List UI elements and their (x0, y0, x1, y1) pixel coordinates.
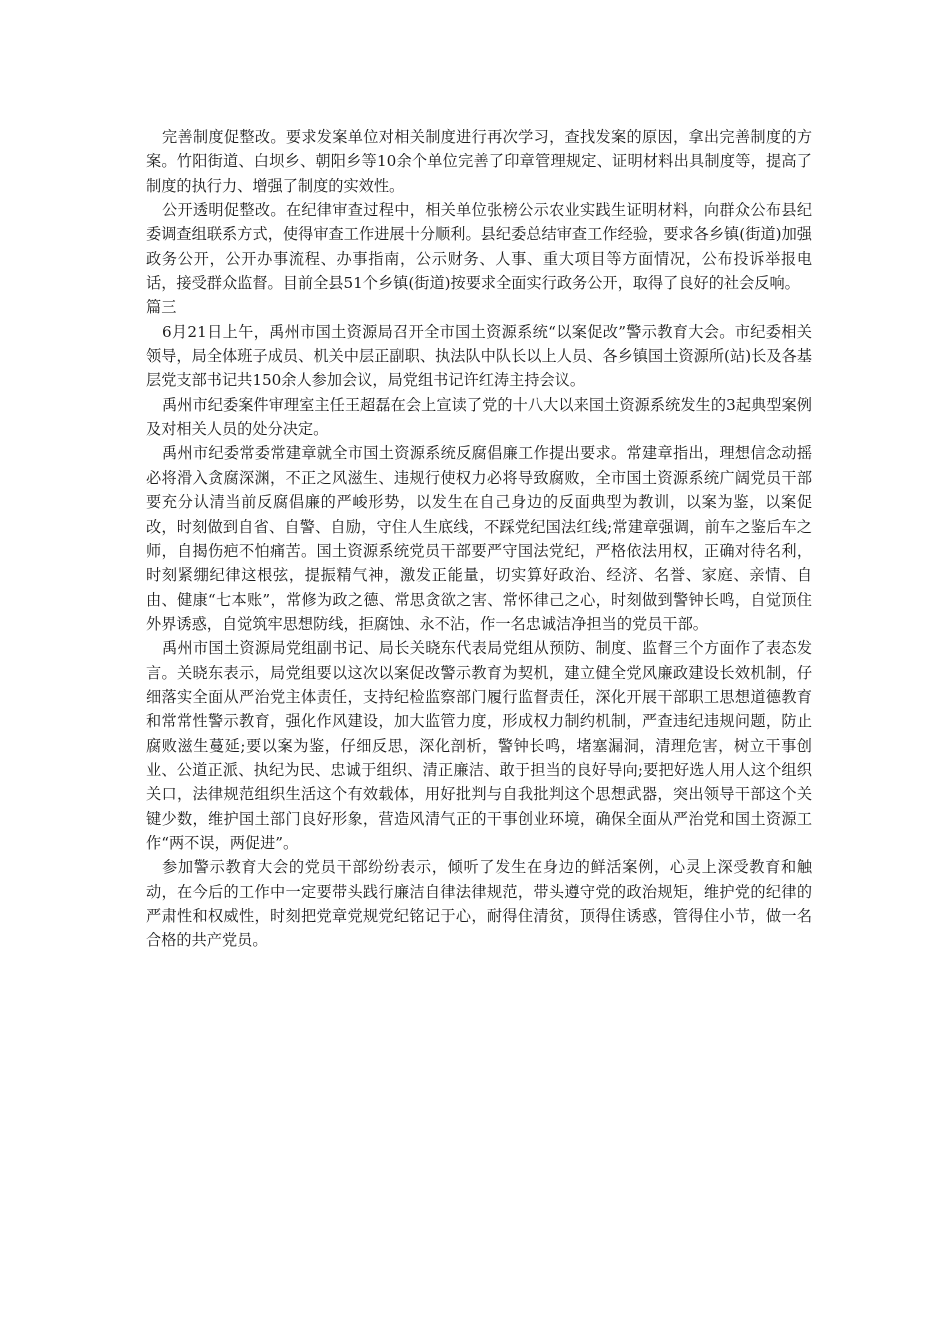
paragraph-improve-systems: 完善制度促整改。要求发案单位对相关制度进行再次学习，查找发案的原因，拿出完善制度的方案。竹阳街道、白坝乡、朝阳乡等10余个单位完善了印章管理规定、证明材料出具制度等，提高了制度的执行力、增强了制度的实效性。 (146, 128, 812, 195)
paragraph-meeting-intro: 6月21日上午，禹州市国土资源局召开全市国土资源系统“以案促改”警示教育大会。市纪委相关领导，局全体班子成员、机关中层正副职、执法队中队长以上人员、各乡镇国土资源所(站)长及各基层党支部书记共150余人参加会议，局党组书记许红涛主持会议。 (146, 322, 812, 390)
document-page (146, 125, 812, 953)
paragraph-attendee-response: 参加警示教育大会的党员干部纷纷表示，倾听了发生在身边的鲜活案例，心灵上深受教育和触动，在今后的工作中一定要带头践行廉洁自律法律规范，带头遵守党的政治规矩，维护党的纪律的严肃性和权威性，时刻把党章党规党纪铭记于心，耐得住清贫，顶得住诱惑，管得住小节，做一名合格的共产党员。 (146, 858, 812, 950)
paragraph-bureau-statement: 禹州市国土资源局党组副书记、局长关晓东代表局党组从预防、制度、监督三个方面作了表态发言。关晓东表示，局党组要以这次以案促改警示教育为契机，建立健全党风廉政建设长效机制，仔细落实全面从严治党主体责任，支持纪检监察部门履行监督责任，深化开展干部职工思想道德教育和常常性警示教育，强化作风建设，加大监管力度，形成权力制约机制，严查违纪违规问题，防止腐败滋生蔓延;要以案为鉴，仔细反思，深化剖析，警钟长鸣，堵塞漏洞，清理危害，树立干事创业、公道正派、执纪为民、忠诚于组织、清正廉洁、敢于担当的良好导向;要把好选人用人这个组织关口，法律规范组织生活这个有效载体，用好批判与自我批判这个思想武器，突出领导干部这个关键少数，维护国土部门良好形象，营造风清气正的干事创业环境，确保全面从严治党和国土资源工作“两不误，两促进”。 (146, 639, 812, 852)
section-heading: 篇三 (146, 298, 177, 317)
paragraph-transparency: 公开透明促整改。在纪律审查过程中，相关单位张榜公示农业实践生证明材料，向群众公布县纪委调查组联系方式，使得审查工作进展十分顺利。县纪委总结审查工作经验，要求各乡镇(街道)加强政务公开，公开办事流程、办事指南，公示财务、人事、重大项目等方面情况，公布投诉举报电话，接受群众监督。目前全县51个乡镇(街道)按要求全面实行政务公开，取得了良好的社会反响。 (146, 201, 812, 293)
paragraph-discipline-requirements: 禹州市纪委常委常建章就全市国土资源系统反腐倡廉工作提出要求。常建章指出，理想信念动摇必将滑入贪腐深渊，不正之风滋生、违规行使权力必将导致腐败，全市国土资源系统广阔党员干部要充分认清当前反腐倡廉的严峻形势，以发生在自己身边的反面典型为教训，以案为鉴，以案促改，时刻做到自省、自警、自励，守住人生底线，不踩党纪国法红线;常建章强调，前车之鉴后车之师，自揭伤疤不怕痛苦。国土资源系统党员干部要严守国法党纪，严格依法用权，正确对待名利，时刻紧绷纪律这根弦，提振精气神，激发正能量，切实算好政治、经济、名誉、家庭、亲情、自由、健康“七本账”，常修为政之德、常思贪欲之害、常怀律己之心，时刻做到警钟长鸣，自觉顶住外界诱惑，自觉筑牢思想防线，拒腐蚀、永不沾，作一名忠诚洁净担当的党员干部。 (146, 444, 812, 633)
paragraph-case-review: 禹州市纪委案件审理室主任王超磊在会上宣读了党的十八大以来国土资源系统发生的3起典型案例及对相关人员的处分决定。 (146, 395, 812, 439)
